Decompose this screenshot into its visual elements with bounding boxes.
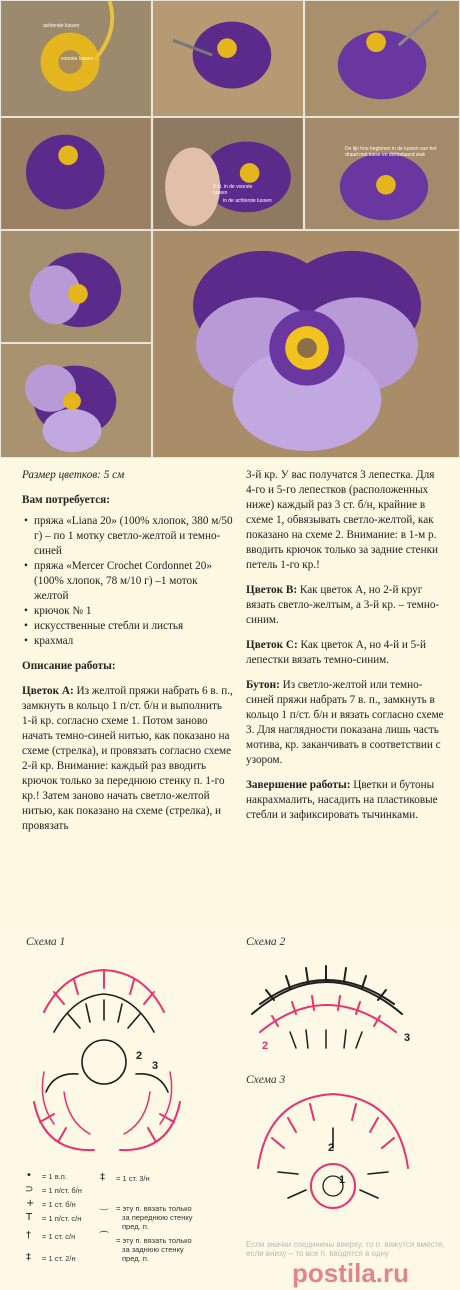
scheme-3-number: 1 — [339, 1174, 346, 1186]
flower-c-label: Цветок С: — [246, 639, 298, 651]
half-double-symbol: T — [26, 1212, 33, 1223]
legend-item: = эту п. вязать только — [116, 1204, 192, 1213]
photo-tip: De lijn hoe beginnen in de lussen van het — [345, 146, 437, 152]
scheme-1-diagram — [24, 952, 190, 1164]
description-heading: Описание работы: — [22, 660, 116, 672]
bud-label: Бутон: — [246, 679, 280, 691]
flower-size: Размер цветков: 5 см — [22, 469, 125, 481]
legend-item: = 1 ст. б/н — [42, 1200, 76, 1209]
flower-b-paragraph — [246, 583, 446, 628]
legend-item: за переднюю стенку — [122, 1213, 193, 1222]
materials-list — [22, 514, 234, 649]
scheme-2-number: 3 — [404, 1032, 411, 1044]
legend-item: = 1 в.п. — [42, 1172, 67, 1181]
list-item: • крахмал — [22, 634, 234, 649]
photo-step-4 — [0, 117, 152, 230]
column-right — [246, 468, 446, 823]
flower-b-label: Цветок В: — [246, 584, 298, 596]
legend-item: пред. п. — [122, 1222, 149, 1231]
scheme-1-title: Схема 1 — [26, 936, 66, 948]
finish-label: Завершение работы: — [246, 779, 351, 791]
legend-item: = 1 ст. с/н — [42, 1232, 76, 1241]
legend-item: = эту п. вязать только — [116, 1236, 192, 1245]
flower-a-text: Из желтой пряжи набрать 6 в. п., замкнуть в кольцо 1 п/ст. б/н и выполнить 1-й кр. согласно схеме 1. Потом заново начать темно-синей нитью, как показано на схеме (стрелка), и провязать согласно схеме 2-й кр. Внимание: каждый раз вводить крючок только за переднюю стенку п. 1-го кр.! Затем заново начать светло-желтой нитью, как показано на схеме (стрелка), и провязать — [22, 685, 233, 832]
scheme-2-diagram — [246, 954, 412, 1064]
list-item: • крючок № 1 — [22, 604, 234, 619]
scheme-2-number: 2 — [262, 1040, 269, 1052]
photo-step-5 — [152, 117, 304, 230]
list-item: • пряжа «Liana 20» (100% хлопок, 380 м/50 г) – по 1 мотку светло-желтой и темно-синей — [22, 514, 234, 559]
legend-item: пред. п. — [122, 1254, 149, 1263]
flower-c-text: Как цветок А, но 4-й и 5-й лепестки вязать темно-синим. — [246, 639, 426, 666]
crochet-schemes — [0, 928, 460, 1290]
triple-treble-symbol: ‡ — [100, 1172, 105, 1183]
chain-stitch-symbol: • — [26, 1170, 32, 1181]
scheme-1-number: 2 — [136, 1050, 143, 1062]
photo-tip: draad met losse en dichtstaand stuk — [345, 152, 426, 158]
column-left — [22, 468, 234, 834]
scheme-1-number: 3 — [152, 1060, 159, 1072]
photo-tip: voorste lussen — [61, 56, 94, 62]
legend-item: за заднюю стенку — [122, 1245, 184, 1254]
flower-c-paragraph — [246, 638, 446, 668]
flower-a-paragraph — [22, 684, 234, 834]
legend-item: = 1 ст. 2/н — [42, 1254, 76, 1263]
photo-step-2 — [152, 0, 304, 117]
double-crochet-symbol: † — [26, 1230, 31, 1241]
finish-paragraph — [246, 778, 446, 823]
instructions-text — [0, 458, 460, 928]
legend-item: = 1 п/ст. б/н — [42, 1186, 82, 1195]
materials-heading: Вам потребуется: — [22, 494, 110, 506]
scheme-3-number: 2 — [328, 1142, 335, 1154]
treble-crochet-symbol: ‡ — [26, 1252, 31, 1263]
scheme-note: Если значки соединены вверху, то п. вяжутся вместе, если внизу – то все п. вводятся в одну — [246, 1240, 445, 1258]
photo-tip: achterste lussen — [43, 23, 80, 29]
scheme-3-diagram — [248, 1088, 418, 1248]
bud-text: Из светло-желтой или темно-синей пряжи набрать 7 в. п., замкнуть в кольцо 1 п/ст. б/н и вязать согласно схеме 3. Для наглядности показана лишь часть мотива, кр. заканчивать в соответствии с узором. — [246, 679, 444, 766]
photo-tip: lussen — [213, 190, 228, 196]
photo-step-3 — [304, 0, 460, 117]
photo-finished-pansy — [152, 230, 460, 458]
single-crochet-symbol: + — [26, 1198, 35, 1209]
photo-tip: 2 st. in de voorste — [213, 184, 253, 190]
scheme-3-title: Схема 3 — [246, 1074, 286, 1086]
photo-tip: in de achterste lussen — [223, 198, 272, 204]
legend-item: = 1 ст. 3/н — [116, 1174, 150, 1183]
back-loop-symbol: ⁀ — [100, 1232, 109, 1243]
continuation-text: 3-й кр. У вас получатся 3 лепестка. Для 4-го и 5-го лепестков (расположенных ниже) каждый раз 3 ст. б/н, крайние в схеме 1, обвязывать светло-желтой, как показано на схеме 2. Внимание: в 1-м р. вводить крючок только за задние стенки петель 1-го кр.! — [246, 469, 438, 571]
scheme-2-title: Схема 2 — [246, 936, 286, 948]
photo-step-1 — [0, 0, 152, 117]
front-loop-symbol: ‿ — [100, 1200, 109, 1211]
photo-step-6 — [304, 117, 460, 230]
flower-a-label: Цветок А: — [22, 685, 74, 697]
list-item: • искусственные стебли и листья — [22, 619, 234, 634]
slip-stitch-symbol: ⊃ — [25, 1184, 34, 1195]
watermark: postila.ru — [292, 1258, 410, 1288]
photo-collage — [0, 0, 460, 458]
legend-item: = 1 п/ст. с/н — [42, 1214, 82, 1223]
list-item: • пряжа «Mercer Crochet Cordonnet 20» (100% хлопок, 78 м/10 г) –1 моток желтой — [22, 559, 234, 604]
photo-step-8 — [0, 343, 152, 458]
bud-paragraph — [246, 678, 446, 768]
photo-step-7 — [0, 230, 152, 343]
finish-text: Цветки и бутоны накрахмалить, насадить на пластиковые стебли и зафиксировать тычинками. — [246, 779, 438, 821]
flower-b-text: Как цветок А, но 2-й круг вязать светло-желтым, а 3-й кр. – темно-синим. — [246, 584, 440, 626]
